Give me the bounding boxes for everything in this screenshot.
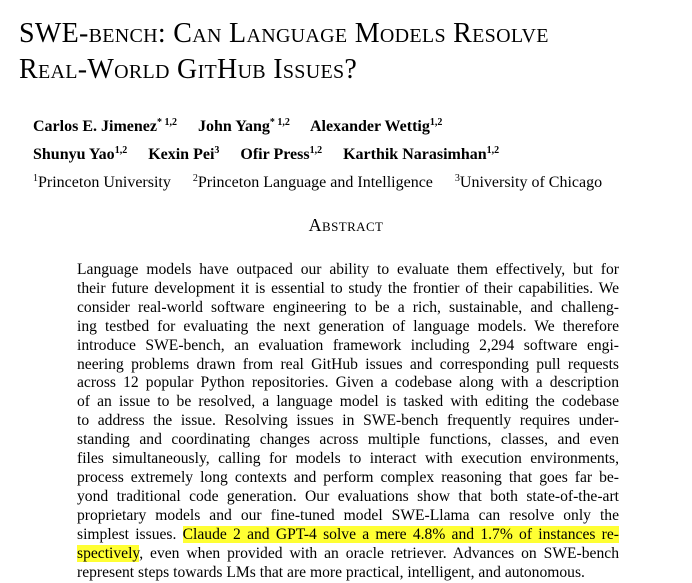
affiliations bbox=[33, 172, 620, 194]
abstract-line: process extremely long contexts and perform complex reasoning that goes far be- bbox=[77, 468, 619, 486]
abstract-line: represent steps towards LMs that are more practical, intelligent, and autonomous. bbox=[77, 563, 585, 581]
abstract-line: ing testbed for evaluating the next generation of language models. We therefore bbox=[77, 317, 619, 335]
author: Shunyu Yao$^{1,2}$ bbox=[33, 145, 128, 163]
abstract-heading: Abstract bbox=[308, 215, 384, 235]
author: Kexin Pei$^3$ bbox=[148, 145, 220, 163]
affiliation: $^2$Princeton Language and Intelligence bbox=[192, 173, 433, 191]
paper-title bbox=[19, 16, 689, 88]
author: Alexander Wettig$^{1,2}$ bbox=[310, 117, 443, 135]
abstract-body bbox=[77, 261, 619, 582]
abstract-line: neering problems drawn from real GitHub issues and corresponding pull requests bbox=[77, 355, 619, 373]
abstract-line: across 12 popular Python repositories. Given a codebase along with a description bbox=[77, 374, 619, 392]
abstract-line: yond traditional code generation. Our evaluations show that both state-of-the-art bbox=[77, 487, 619, 505]
author: Karthik Narasimhan$^{1,2}$ bbox=[343, 145, 500, 163]
affiliation: $^3$University of Chicago bbox=[454, 173, 603, 191]
abstract-line: their future development it is essential to study the frontier of their capabilities. We bbox=[77, 279, 619, 297]
abstract-line: standing and coordinating changes across multiple functions, classes, and even bbox=[77, 431, 619, 449]
abstract-line: of an issue to be resolved, a language model is tasked with editing the codebase bbox=[77, 393, 619, 411]
abstract-line: files simultaneously, calling for models to interact with execution environments, bbox=[77, 450, 619, 468]
title-line-2: Real-World GitHub Issues? bbox=[19, 54, 358, 85]
author: Ofir Press$^{1,2}$ bbox=[240, 145, 323, 163]
author-list bbox=[33, 113, 673, 169]
abstract-line: introduce SWE-bench, an evaluation framework including 2,294 software engi- bbox=[77, 336, 619, 354]
title-line-1: SWE-bench: Can Language Models Resolve bbox=[19, 18, 549, 49]
abstract-line: spectively, even when provided with an oracle retriever. Advances on SWE-bench bbox=[77, 544, 619, 562]
abstract-line: Language models have outpaced our ability to evaluate them effectively, but for bbox=[77, 261, 619, 278]
highlighted-text: Claude 2 and GPT-4 solve a mere 4.8% and 1.7% of instances re- bbox=[182, 525, 619, 543]
abstract-line: consider real-world software engineering to be a rich, sustainable, and challeng- bbox=[77, 298, 619, 316]
highlighted-text: spectively bbox=[77, 544, 140, 562]
author: John Yang$^{* 1,2}$ bbox=[197, 117, 290, 135]
author: Carlos E. Jimenez$^{* 1,2}$ bbox=[33, 117, 177, 135]
author-row-2 bbox=[33, 141, 673, 169]
affiliation: $^1$Princeton University bbox=[33, 173, 171, 191]
abstract-line: to address the issue. Resolving issues in SWE-bench frequently requires under- bbox=[77, 412, 619, 430]
abstract-line: proprietary models and our fine-tuned model SWE-Llama can resolve only the bbox=[77, 506, 619, 524]
abstract-line: simplest issues. Claude 2 and GPT-4 solve a mere 4.8% and 1.7% of instances re- bbox=[77, 525, 619, 543]
author-row-1 bbox=[33, 113, 673, 141]
